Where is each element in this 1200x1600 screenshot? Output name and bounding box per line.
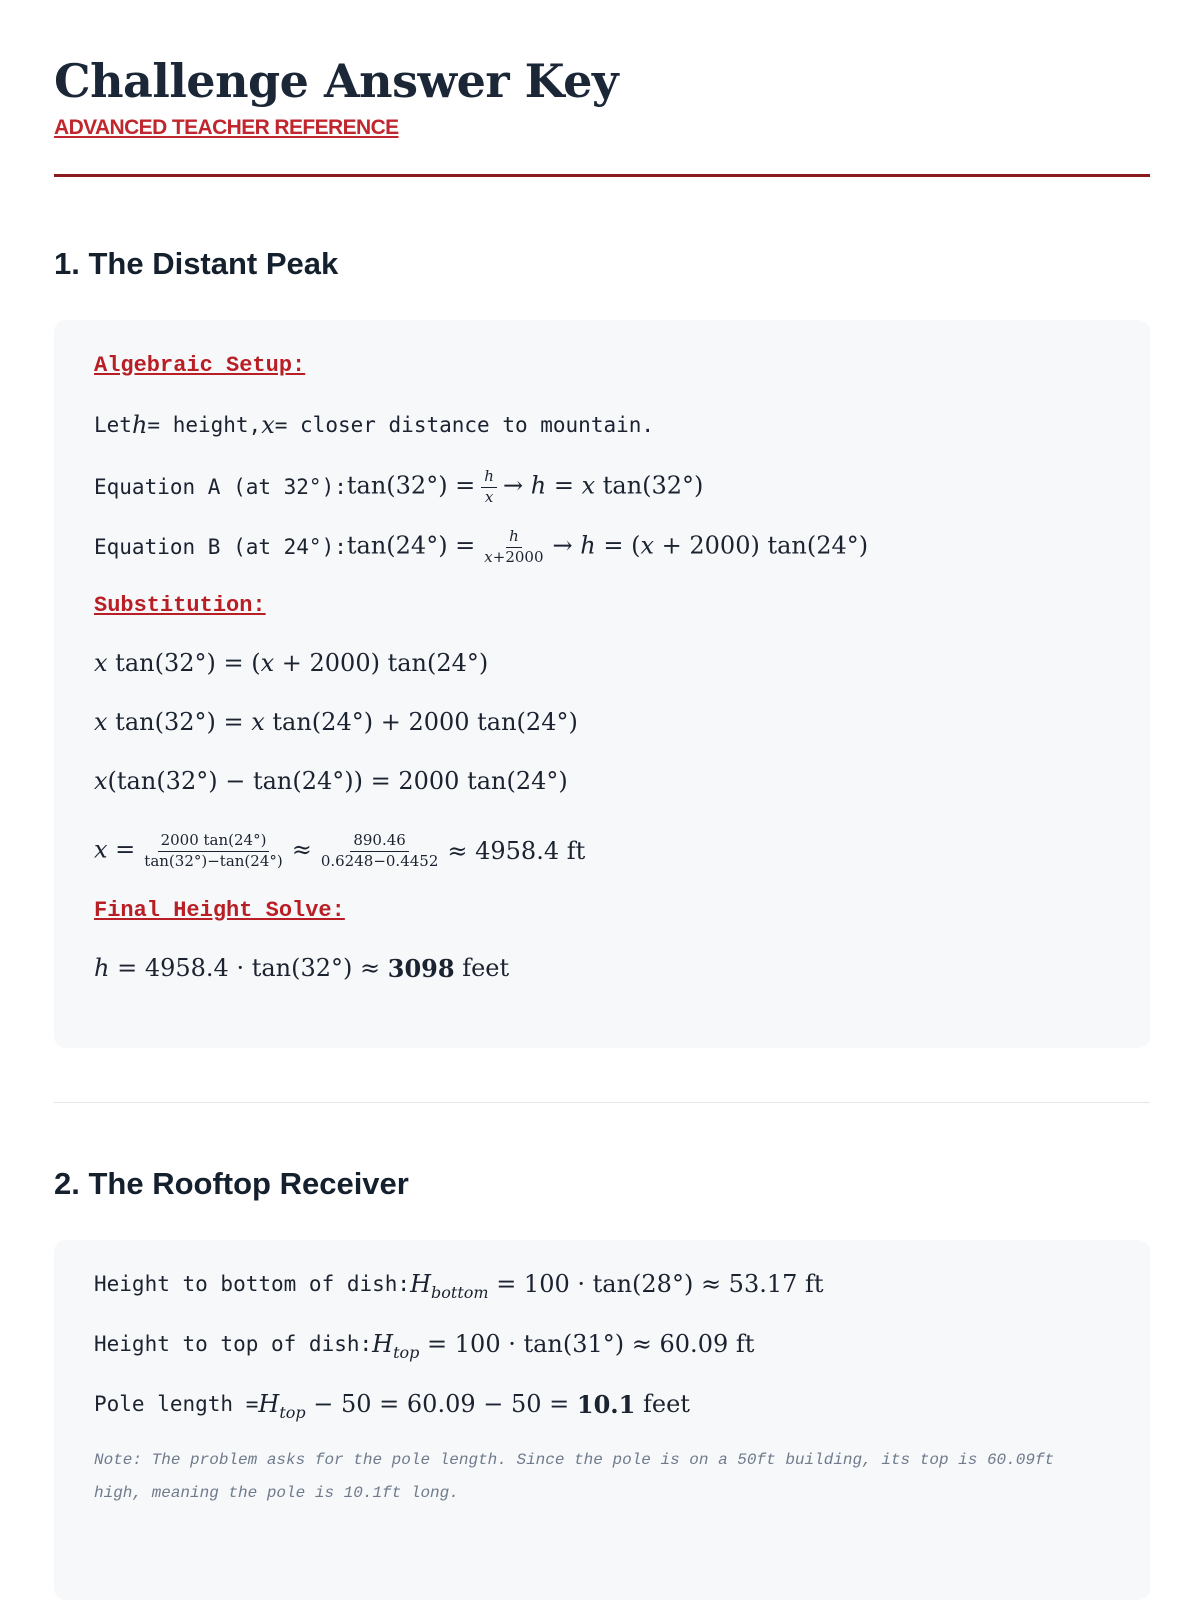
substitution-step-1: x tan(32°) = (x + 2000) tan(24°) <box>94 649 489 677</box>
pole-length: Pole length = $H_{top} - 50 = 60.09 - 50$ = 10.1 feet <box>94 1389 690 1422</box>
substitution-heading-row <box>94 585 266 625</box>
pole-length-value: 10.1 <box>576 1389 636 1419</box>
section-title-rooftop-receiver: 2. The Rooftop Receiver <box>54 1166 409 1201</box>
variable-definition: Let h = height, x = closer distance to mountain. <box>94 411 655 439</box>
title-divider <box>54 174 1150 177</box>
height-result-value: 3098 <box>387 953 455 983</box>
page-subtitle: ADVANCED TEACHER REFERENCE <box>54 116 399 139</box>
label-substitution: Substitution: <box>94 592 266 618</box>
height-solution: h = 4958.4 · tan(32°) ≈ 3098 feet <box>94 953 510 983</box>
dish-bottom-height: Height to bottom of dish: $H_{bottom} = 100 \cdot \tan(28^\circ)$ ≈ 53.17 ft <box>94 1270 824 1302</box>
label-final-height-solve: Final Height Solve: <box>94 897 345 923</box>
setup-heading-row <box>94 345 305 385</box>
equation-b: Equation B (at 24°): tan(24°) = $\frac{h}{x+2000}$ → h = (x + 2000) tan(24°) <box>94 527 869 566</box>
dish-top-result: ≈ 60.09 ft <box>631 1330 755 1358</box>
pole-length-unit: feet <box>642 1390 690 1418</box>
dish-bottom-result: ≈ 53.17 ft <box>700 1270 824 1298</box>
x-result: ≈ 4958.4 ft <box>447 837 586 865</box>
explanation-note: Note: The problem asks for the pole length. Since the pole is on a 50ft building, its top is 60.09ft high, meaning the pole is 10.1ft long. <box>94 1451 1055 1502</box>
substitution-step-2: x tan(32°) = x tan(24°) + 2000 tan(24°) <box>94 708 578 736</box>
page-title: Challenge Answer Key <box>54 54 619 108</box>
solution-card-distant-peak <box>54 320 1150 1048</box>
equation-a: Equation A (at 32°): tan(32°) = $\frac{h}{x}$ → h = x tan(32°) <box>94 467 704 506</box>
section-divider <box>54 1102 1150 1103</box>
equation-b-math: tan(24°) = $\frac{h}{x+2000}$ → h = (x + 2000) tan(24°) <box>346 527 869 566</box>
label-algebraic-setup: Algebraic Setup: <box>94 352 306 378</box>
dish-top-height: Height to top of dish: $H_{top} = 100 \cdot \tan(31^\circ)$ ≈ 60.09 ft <box>94 1330 755 1362</box>
final-heading-row <box>94 890 345 930</box>
section-title-distant-peak: 1. The Distant Peak <box>54 246 339 281</box>
equation-a-math: tan(32°) = $\frac{h}{x}$ → h = x tan(32°) <box>346 467 704 506</box>
substitution-step-3: x(tan(32°) − tan(24°)) = 2000 tan(24°) <box>94 767 568 795</box>
height-result-unit: feet <box>462 954 510 982</box>
x-solution: x = $\frac{2000 \tan(24^\circ)}{\tan(32^\circ)-\tan(24^\circ)}$ ≈ $\frac{890.46}{0.6248-0.4452}$ ≈ 4958.4 ft <box>94 831 586 870</box>
solution-card-rooftop-receiver <box>54 1240 1150 1600</box>
